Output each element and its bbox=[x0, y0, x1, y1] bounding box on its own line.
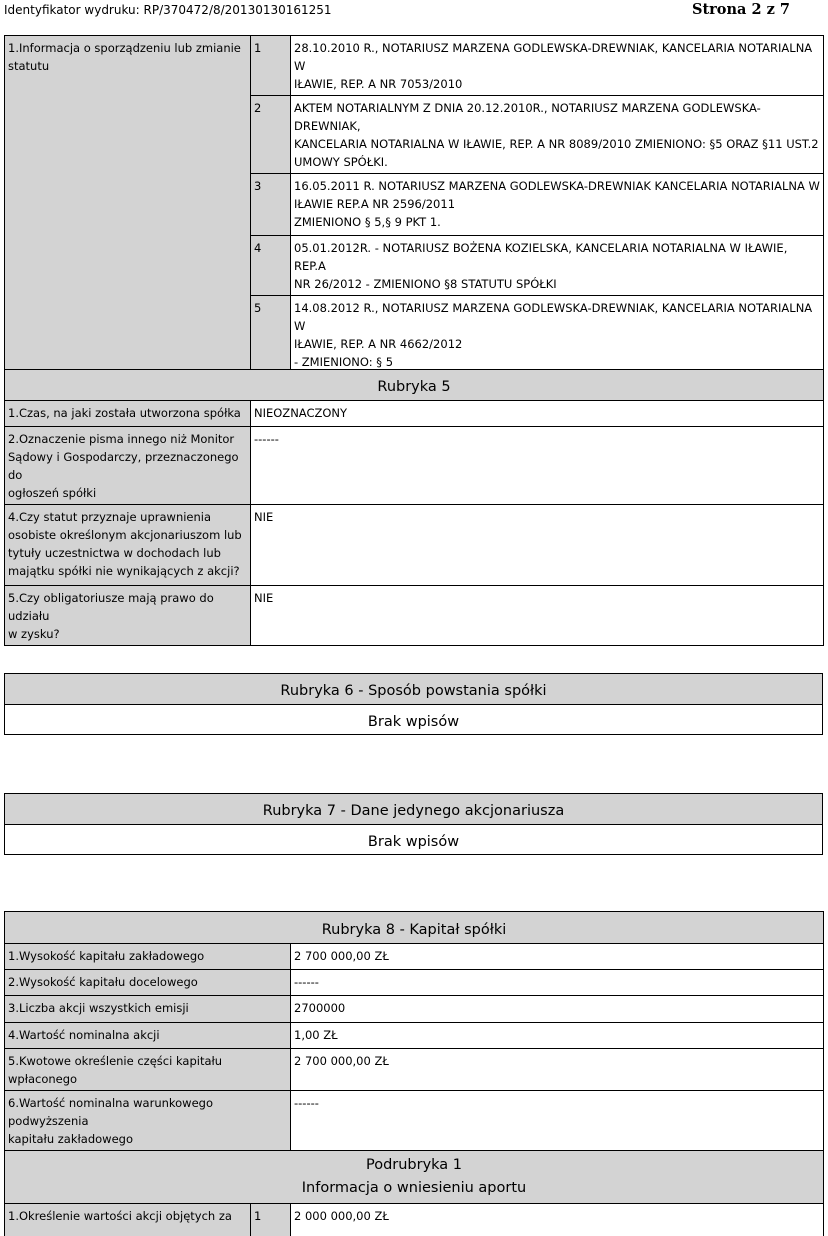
field-value: 2 700 000,00 ZŁ bbox=[291, 1049, 824, 1091]
rubryka-8-table bbox=[4, 911, 824, 1236]
field-label: 5.Kwotowe określenie części kapitału wpłaconego bbox=[5, 1049, 291, 1091]
entry-text: 05.01.2012R. - NOTARIUSZ BOŻENA KOZIELSKA, KANCELARIA NOTARIALNA W IŁAWIE, REP.A NR 26/2012 - ZMIENIONO §8 STATUTU SPÓŁKI bbox=[291, 236, 824, 296]
page-number: Strona 2 z 7 bbox=[692, 1, 790, 18]
field-value: NIE bbox=[251, 586, 824, 646]
entry-text: AKTEM NOTARIALNYM Z DNIA 20.12.2010R., NOTARIUSZ MARZENA GODLEWSKA-DREWNIAK, KANCELARIA NOTARIALNA W IŁAWIE, REP. A NR 8089/2010 ZMIENIONO: §5 ORAZ §11 UST.2 UMOWY SPÓŁKI. bbox=[291, 96, 824, 174]
field-value: 1,00 ZŁ bbox=[291, 1023, 824, 1049]
rubryka-8-title: Rubryka 8 - Kapitał spółki bbox=[5, 912, 824, 944]
field-value: NIEOZNACZONY bbox=[251, 401, 824, 427]
no-entries-text: Brak wpisów bbox=[5, 705, 823, 735]
statute-changes-table bbox=[4, 35, 824, 374]
field-label: 6.Wartość nominalna warunkowego podwyższenia kapitału zakładowego bbox=[5, 1091, 291, 1151]
entry-number: 1 bbox=[251, 1204, 291, 1236]
entry-text: 14.08.2012 R., NOTARIUSZ MARZENA GODLEWSKA-DREWNIAK, KANCELARIA NOTARIALNA W IŁAWIE, REP. A NR 4662/2012 - ZMIENIONO: § 5 bbox=[291, 296, 824, 374]
field-label: 5.Czy obligatoriusze mają prawo do udziału w zysku? bbox=[5, 586, 251, 646]
field-value: NIE bbox=[251, 505, 824, 586]
field-value: 2 000 000,00 ZŁ bbox=[291, 1204, 824, 1236]
rubryka-5-title: Rubryka 5 bbox=[5, 370, 824, 401]
field-value: 2700000 bbox=[291, 996, 824, 1023]
rubryka-5-table bbox=[4, 369, 824, 646]
field-label: 2.Wysokość kapitału docelowego bbox=[5, 970, 291, 996]
rubryka-6-table bbox=[4, 673, 823, 735]
field-value: ------ bbox=[291, 970, 824, 996]
field-label: 4.Wartość nominalna akcji bbox=[5, 1023, 291, 1049]
entry-number: 4 bbox=[251, 236, 291, 296]
field-value: ------ bbox=[251, 427, 824, 505]
subsection-title: Podrubryka 1 Informacja o wniesieniu aportu bbox=[5, 1151, 824, 1204]
rubryka-7-title: Rubryka 7 - Dane jedynego akcjonariusza bbox=[5, 794, 823, 825]
rubryka-7-table bbox=[4, 793, 823, 855]
field-label: 3.Liczba akcji wszystkich emisji bbox=[5, 996, 291, 1023]
entry-text: 16.05.2011 R. NOTARIUSZ MARZENA GODLEWSKA-DREWNIAK KANCELARIA NOTARIALNA W IŁAWIE REP.A NR 2596/2011 ZMIENIONO § 5,§ 9 PKT 1. bbox=[291, 174, 824, 236]
print-identifier: Identyfikator wydruku: RP/370472/8/20130130161251 bbox=[4, 3, 332, 17]
field-value: ------ bbox=[291, 1091, 824, 1151]
field-label: 1.Wysokość kapitału zakładowego bbox=[5, 944, 291, 970]
entry-number: 3 bbox=[251, 174, 291, 236]
entry-number: 2 bbox=[251, 96, 291, 174]
field-label: 4.Czy statut przyznaje uprawnienia osobiste określonym akcjonariuszom lub tytuły uczestnictwa w dochodach lub majątku spółki nie wynikających z akcji? bbox=[5, 505, 251, 586]
field-label: 1.Czas, na jaki została utworzona spółka bbox=[5, 401, 251, 427]
entry-number: 5 bbox=[251, 296, 291, 374]
field-value: 2 700 000,00 ZŁ bbox=[291, 944, 824, 970]
statute-info-label: 1.Informacja o sporządzeniu lub zmianie statutu bbox=[5, 36, 251, 374]
field-label: 2.Oznaczenie pisma innego niż Monitor Sądowy i Gospodarczy, przeznaczonego do ogłoszeń spółki bbox=[5, 427, 251, 505]
field-label: 1.Określenie wartości akcji objętych za bbox=[5, 1204, 251, 1236]
entry-number: 1 bbox=[251, 36, 291, 96]
entry-text: 28.10.2010 R., NOTARIUSZ MARZENA GODLEWSKA-DREWNIAK, KANCELARIA NOTARIALNA W IŁAWIE, REP. A NR 7053/2010 bbox=[291, 36, 824, 96]
no-entries-text: Brak wpisów bbox=[5, 825, 823, 855]
rubryka-6-title: Rubryka 6 - Sposób powstania spółki bbox=[5, 674, 823, 705]
